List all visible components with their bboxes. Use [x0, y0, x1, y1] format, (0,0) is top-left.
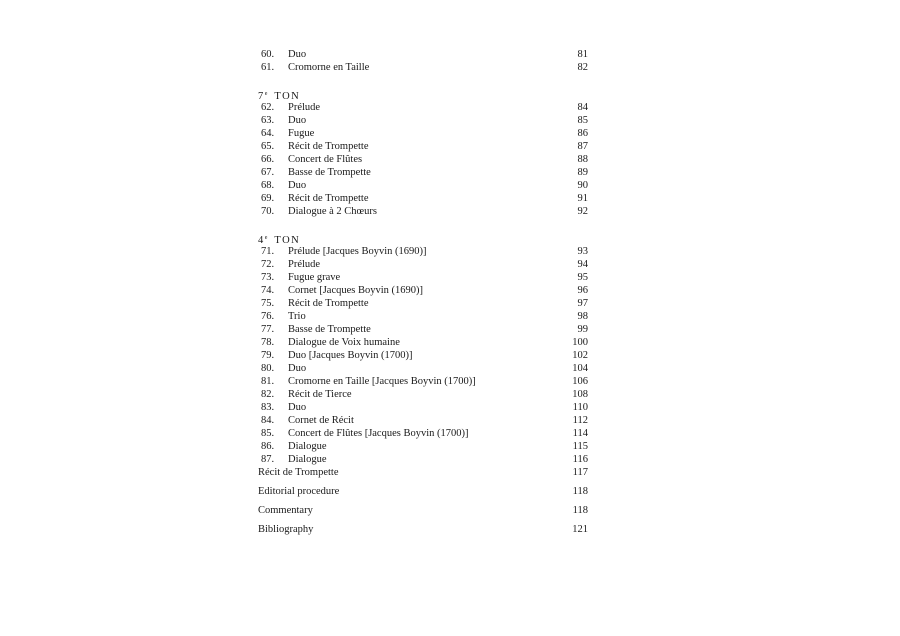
entry-title: Récit de Tierce — [288, 389, 352, 400]
heading-numeral: 7 — [258, 91, 265, 102]
toc-entry — [258, 258, 588, 271]
entry-title: Récit de Trompette — [288, 298, 369, 309]
entry-page: 104 — [572, 363, 588, 374]
entry-page: 87 — [577, 141, 588, 152]
entry-title: Duo — [288, 402, 307, 413]
entry-number: 85. — [261, 428, 275, 439]
entry-number: 67. — [261, 167, 275, 178]
entry-page: 100 — [572, 337, 588, 348]
entry-page: 92 — [577, 206, 588, 217]
entry-title: Basse de Trompette — [288, 324, 371, 335]
entry-number: 87. — [261, 454, 275, 465]
toc-entry — [258, 388, 588, 401]
entry-number: 73. — [261, 272, 275, 283]
entry-title: Récit de Trompette — [288, 141, 369, 152]
entry-page: 99 — [577, 324, 588, 335]
toc-entry — [258, 48, 588, 61]
toc-entry — [258, 284, 588, 297]
heading-numeral: 4 — [258, 235, 265, 246]
entry-title: Cromorne en Taille — [288, 62, 370, 73]
entry-number: 74. — [261, 285, 275, 296]
toc-entry — [258, 179, 588, 192]
entry-number: 65. — [261, 141, 275, 152]
entry-page: 97 — [577, 298, 588, 309]
entry-page: 89 — [577, 167, 588, 178]
toc-entry — [258, 140, 588, 153]
entry-page: 110 — [572, 402, 588, 413]
entry-page: 82 — [577, 62, 588, 73]
entry-title: Commentary — [258, 505, 313, 516]
toc-group-7e-ton — [258, 101, 588, 218]
entry-title: Prélude — [288, 259, 321, 270]
toc-entry — [258, 245, 588, 258]
entry-title: Fugue — [288, 128, 315, 139]
entry-page: 93 — [577, 246, 588, 257]
entry-page: 115 — [572, 441, 588, 452]
entry-number: 70. — [261, 206, 275, 217]
entry-page: 116 — [572, 454, 588, 465]
toc-entry — [258, 271, 588, 284]
toc-entry — [258, 336, 588, 349]
entry-number: 83. — [261, 402, 275, 413]
entry-title: Cornet [Jacques Boyvin (1690)] — [288, 285, 424, 296]
toc-entry — [258, 205, 588, 218]
entry-title: Trio — [288, 311, 306, 322]
entry-title: Cornet de Récit — [288, 415, 354, 426]
entry-number: 78. — [261, 337, 275, 348]
entry-number: 80. — [261, 363, 275, 374]
toc-entry — [258, 375, 588, 388]
entry-page: 118 — [572, 505, 588, 516]
entry-title: Duo [Jacques Boyvin (1700)] — [288, 350, 413, 361]
entry-number: 64. — [261, 128, 275, 139]
toc-entry — [258, 153, 588, 166]
toc-entry-back-matter — [258, 523, 588, 536]
entry-number: 81. — [261, 376, 275, 387]
toc-entry — [258, 192, 588, 205]
heading-suffix: e — [264, 235, 268, 241]
entry-page: 102 — [572, 350, 588, 361]
entry-title: Fugue grave — [288, 272, 341, 283]
toc-entry — [258, 401, 588, 414]
entry-number: 66. — [261, 154, 275, 165]
toc-entry — [258, 323, 588, 336]
entry-title: Prélude [Jacques Boyvin (1690)] — [288, 246, 427, 257]
entry-number: 69. — [261, 193, 275, 204]
toc-entry-unnumbered — [258, 466, 588, 479]
entry-number: 82. — [261, 389, 275, 400]
entry-number: 60. — [261, 49, 275, 60]
entry-page: 95 — [577, 272, 588, 283]
entry-title: Basse de Trompette — [288, 167, 371, 178]
entry-title: Dialogue — [288, 441, 327, 452]
toc-entry — [258, 427, 588, 440]
entry-page: 98 — [577, 311, 588, 322]
entry-title: Duo — [288, 115, 307, 126]
entry-title: Dialogue — [288, 454, 327, 465]
entry-title: Récit de Trompette — [288, 193, 369, 204]
entry-number: 61. — [261, 62, 275, 73]
heading-word: TON — [274, 91, 301, 102]
entry-title: Concert de Flûtes — [288, 154, 363, 165]
toc-entry — [258, 61, 588, 74]
entry-page: 94 — [577, 259, 588, 270]
entry-number: 79. — [261, 350, 275, 361]
table-of-contents — [258, 48, 588, 536]
toc-entry — [258, 349, 588, 362]
entry-number: 68. — [261, 180, 275, 191]
entry-title: Concert de Flûtes [Jacques Boyvin (1700)] — [288, 428, 469, 439]
toc-entry — [258, 453, 588, 466]
heading-suffix: e — [264, 91, 268, 97]
entry-page: 88 — [577, 154, 588, 165]
toc-entry-back-matter — [258, 504, 588, 517]
entry-page: 118 — [572, 486, 588, 497]
entry-title: Dialogue à 2 Chœurs — [288, 206, 377, 217]
entry-page: 114 — [572, 428, 588, 439]
entry-title: Dialogue de Voix humaine — [288, 337, 400, 348]
entry-page: 96 — [577, 285, 588, 296]
toc-entry — [258, 440, 588, 453]
entry-number: 86. — [261, 441, 275, 452]
entry-page: 108 — [572, 389, 588, 400]
toc-entry — [258, 101, 588, 114]
entry-number: 62. — [261, 102, 275, 113]
toc-entry — [258, 127, 588, 140]
entry-title: Editorial procedure — [258, 486, 340, 497]
toc-entry-back-matter — [258, 485, 588, 498]
entry-page: 91 — [577, 193, 588, 204]
entry-page: 106 — [572, 376, 588, 387]
entry-page: 90 — [577, 180, 588, 191]
entry-title: Duo — [288, 49, 307, 60]
toc-entry — [258, 310, 588, 323]
entry-page: 86 — [577, 128, 588, 139]
toc-entry — [258, 166, 588, 179]
entry-number: 72. — [261, 259, 275, 270]
entry-number: 75. — [261, 298, 275, 309]
heading-word: TON — [274, 235, 301, 246]
section-heading-7e-ton — [258, 88, 588, 101]
entry-title: Prélude — [288, 102, 321, 113]
section-heading-4e-ton — [258, 232, 588, 245]
entry-page: 112 — [572, 415, 588, 426]
toc-entry — [258, 414, 588, 427]
toc-group-4e-ton — [258, 245, 588, 466]
toc-entry — [258, 362, 588, 375]
toc-entry — [258, 297, 588, 310]
entry-page: 81 — [577, 49, 588, 60]
entry-page: 84 — [577, 102, 588, 113]
entry-title: Bibliography — [258, 524, 314, 535]
entry-title: Récit de Trompette — [258, 467, 339, 478]
entry-page: 121 — [572, 524, 588, 535]
toc-group-a — [258, 48, 588, 74]
entry-page: 117 — [572, 467, 588, 478]
entry-number: 63. — [261, 115, 275, 126]
entry-title: Duo — [288, 180, 307, 191]
entry-title: Duo — [288, 363, 307, 374]
entry-number: 71. — [261, 246, 275, 257]
entry-number: 76. — [261, 311, 275, 322]
entry-title: Cromorne en Taille [Jacques Boyvin (1700)] — [288, 376, 476, 387]
entry-number: 77. — [261, 324, 275, 335]
toc-entry — [258, 114, 588, 127]
entry-number: 84. — [261, 415, 275, 426]
entry-page: 85 — [577, 115, 588, 126]
